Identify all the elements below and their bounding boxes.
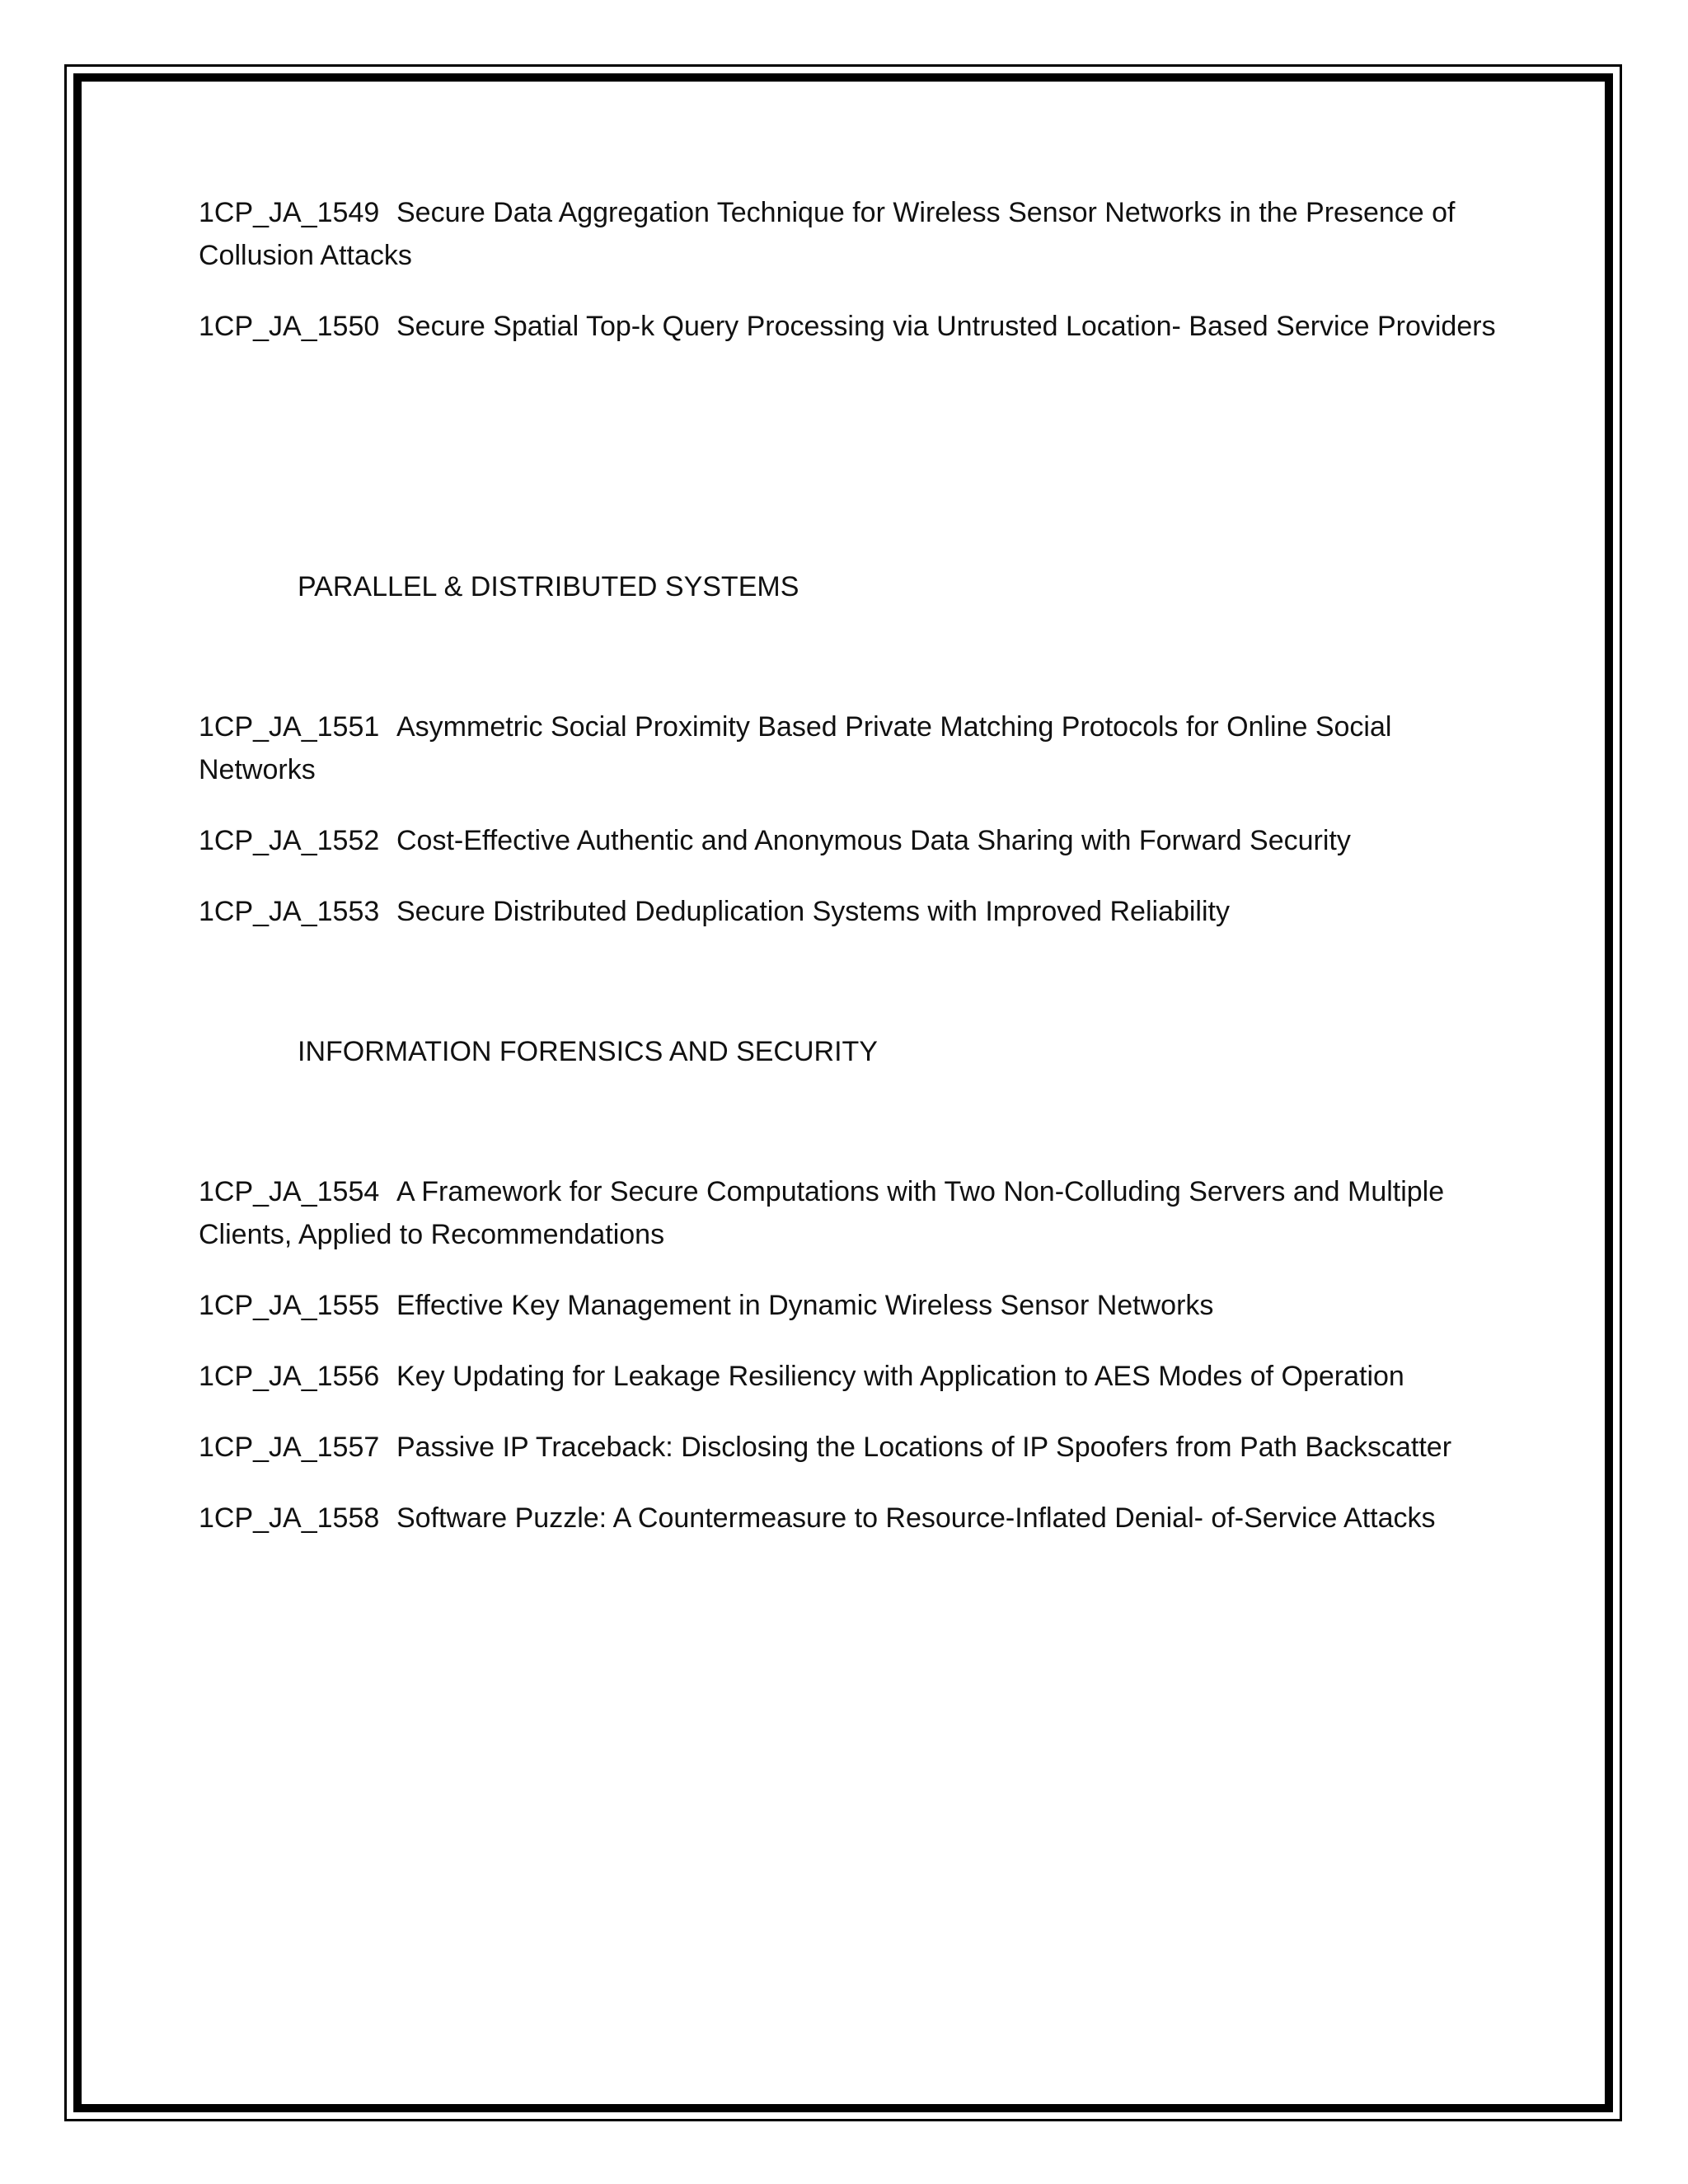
entry-code: 1CP_JA_1551 [199,711,380,743]
list-item [199,305,1501,348]
list-item [199,890,1501,933]
entry-title: Effective Key Management in Dynamic Wireless Sensor Networks [396,1290,1214,1321]
list-item [199,191,1501,277]
list-item [199,819,1501,862]
list-item [199,1497,1501,1540]
entry-title: Secure Data Aggregation Technique for Wireless Sensor Networks in the Presence of Collusion Attacks [199,197,1456,271]
entry-code: 1CP_JA_1557 [199,1432,380,1463]
entry-title: Secure Distributed Deduplication Systems with Improved Reliability [396,896,1230,927]
list-item [199,1426,1501,1469]
entry-code: 1CP_JA_1552 [199,825,380,856]
list-item [199,1170,1501,1256]
entry-title: Software Puzzle: A Countermeasure to Resource-Inflated Denial- of-Service Attacks [396,1502,1436,1534]
entry-code: 1CP_JA_1554 [199,1176,380,1207]
entry-code: 1CP_JA_1549 [199,197,380,228]
entry-code: 1CP_JA_1555 [199,1290,380,1321]
entry-title: Asymmetric Social Proximity Based Private Matching Protocols for Online Social Networks [199,711,1392,785]
entry-code: 1CP_JA_1553 [199,896,380,927]
entry-title: Secure Spatial Top-k Query Processing via Untrusted Location- Based Service Providers [396,311,1496,342]
entry-code: 1CP_JA_1556 [199,1361,380,1392]
section-heading: PARALLEL & DISTRIBUTED SYSTEMS [298,571,799,602]
list-item [199,705,1501,791]
entry-title: A Framework for Secure Computations with Two Non-Colluding Servers and Multiple Clients, Applied to Recommendations [199,1176,1445,1250]
entry-code: 1CP_JA_1550 [199,311,380,342]
document-content [199,191,1501,1540]
entry-title: Cost-Effective Authentic and Anonymous Data Sharing with Forward Security [396,825,1351,856]
section-heading: INFORMATION FORENSICS AND SECURITY [298,1036,878,1067]
list-item [199,1284,1501,1327]
entry-title: Key Updating for Leakage Resiliency with Application to AES Modes of Operation [396,1361,1404,1392]
list-item [199,1355,1501,1398]
entry-title: Passive IP Traceback: Disclosing the Locations of IP Spoofers from Path Backscatter [396,1432,1452,1463]
entry-code: 1CP_JA_1558 [199,1502,380,1534]
